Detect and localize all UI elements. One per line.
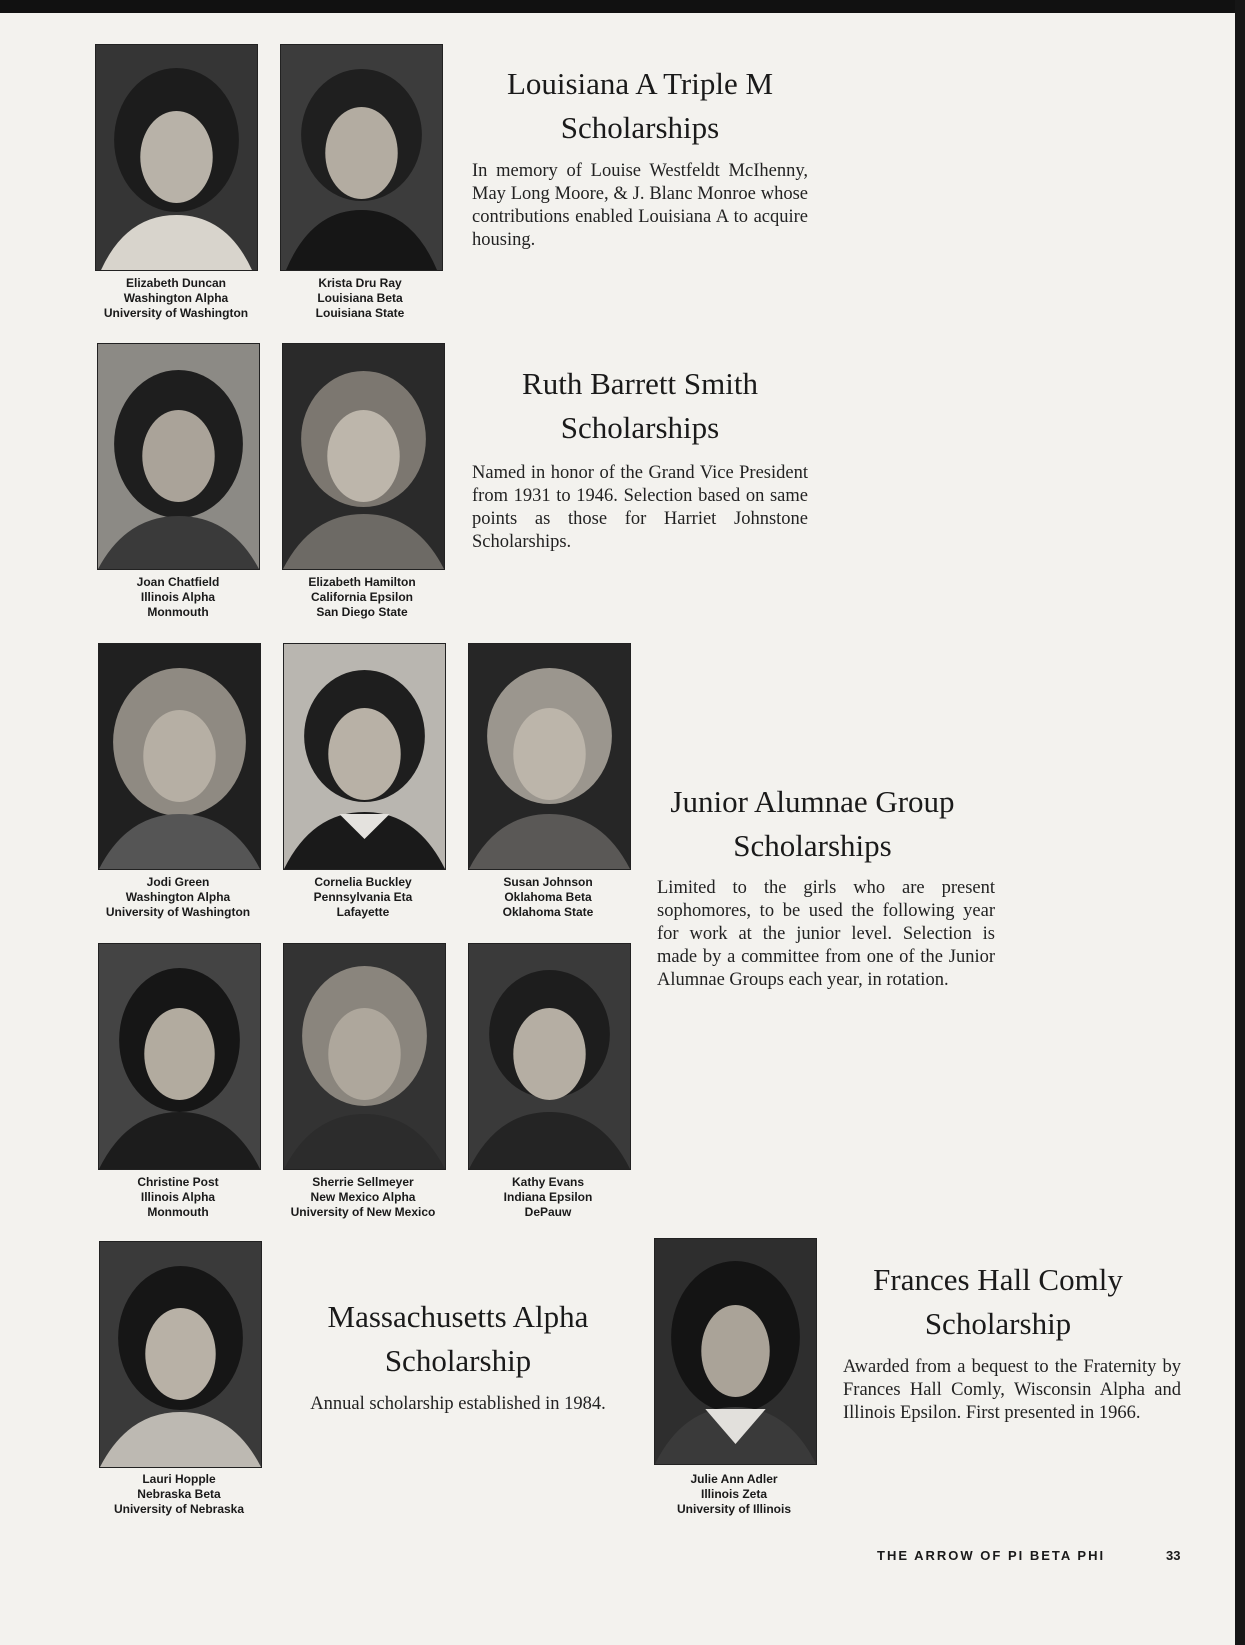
portrait-photo [95,44,258,271]
section-description: Limited to the girls who are present sophomores, to be used the following year for work at the junior level. Selection is made by a committee from one of the Junior Alumnae Groups each year, in rotation. [657,878,995,990]
heading-line: Ruth Barrett Smith [522,366,758,401]
portrait-photo [654,1238,817,1465]
recipient-name: Krista Dru Ray [318,276,402,290]
section-description: Named in honor of the Grand Vice President from 1931 to 1946. Selection based on same points as those for Harriet Johnstone Scholarships. [472,463,808,552]
publication-footer: THE ARROW OF PI BETA PHI [877,1548,1106,1563]
heading-line: Scholarships [733,828,892,863]
recipient-chapter: Oklahoma Beta [504,890,592,904]
recipient-chapter: Illinois Alpha [140,590,216,604]
recipient-caption [458,875,638,920]
recipient-caption [273,875,453,920]
recipient-name: Elizabeth Duncan [125,276,226,290]
recipient-school: University of New Mexico [290,1205,436,1219]
recipient-school: DePauw [524,1205,572,1219]
section-heading [640,780,985,868]
recipient-name: Joan Chatfield [136,575,220,589]
portrait-photo [99,1241,262,1468]
heading-line: Louisiana A Triple M [506,66,774,101]
recipient-name: Elizabeth Hamilton [308,575,416,589]
recipient-caption [273,1175,453,1220]
recipient-school: Monmouth [147,1205,209,1219]
scan-top-border [0,0,1245,13]
recipient-name: Susan Johnson [503,875,593,889]
portrait-photo [280,44,443,271]
recipient-chapter: Illinois Zeta [700,1487,767,1501]
portrait-photo [98,943,261,1170]
section-description: In memory of Louise Westfeldt McIhenny, May Long Moore, & J. Blanc Monroe whose contributions enabled Louisiana A to acquire housing. [472,161,808,250]
heading-line: Junior Alumnae Group [670,784,955,819]
recipient-caption [272,575,452,620]
recipient-school: University of Washington [105,905,251,919]
recipient-chapter: Pennsylvania Eta [313,890,413,904]
recipient-caption [458,1175,638,1220]
section-description: Annual scholarship established in 1984. [310,1394,606,1414]
recipient-chapter: Louisiana Beta [317,291,403,305]
recipient-caption [89,1472,269,1517]
recipient-name: Lauri Hopple [142,1472,216,1486]
portrait-photo [283,643,446,870]
portrait-photo [468,643,631,870]
recipient-caption [86,276,266,321]
recipient-school: Monmouth [147,605,209,619]
recipient-name: Jodi Green [146,875,210,889]
recipient-chapter: California Epsilon [310,590,413,604]
recipient-name: Christine Post [137,1175,219,1189]
heading-line: Scholarships [560,410,720,445]
recipient-caption [88,875,268,920]
heading-line: Scholarship [924,1306,1072,1341]
recipient-caption [88,1175,268,1220]
portrait-photo [468,943,631,1170]
recipient-chapter: Illinois Alpha [140,1190,216,1204]
section-heading [833,1258,1163,1346]
scan-right-border [1235,0,1245,1645]
section-heading [460,62,820,150]
recipient-chapter: Washington Alpha [123,291,229,305]
portrait-photo [97,343,260,570]
heading-line: Scholarships [560,110,720,145]
recipient-school: Louisiana State [315,306,405,320]
recipient-name: Sherrie Sellmeyer [312,1175,414,1189]
recipient-caption [88,575,268,620]
section-heading [280,1295,636,1383]
section-heading [460,362,820,450]
portrait-photo [283,943,446,1170]
heading-line: Scholarship [384,1343,532,1378]
heading-line: Massachusetts Alpha [327,1299,589,1334]
recipient-caption [644,1472,824,1517]
recipient-school: Oklahoma State [502,905,594,919]
recipient-name: Kathy Evans [511,1175,585,1189]
section-description: Awarded from a bequest to the Fraternity by Frances Hall Comly, Wisconsin Alpha and Illinois Epsilon. First presented in 1966. [843,1357,1181,1423]
heading-line: Frances Hall Comly [873,1262,1123,1297]
recipient-chapter: New Mexico Alpha [310,1190,416,1204]
portrait-photo [98,643,261,870]
recipient-name: Cornelia Buckley [314,875,412,889]
recipient-chapter: Nebraska Beta [137,1487,221,1501]
page-number: 33 [1166,1548,1181,1563]
recipient-name: Julie Ann Adler [690,1472,778,1486]
portrait-photo [282,343,445,570]
recipient-school: University of Washington [103,306,249,320]
recipient-school: University of Illinois [676,1502,792,1516]
recipient-school: San Diego State [316,605,408,619]
recipient-chapter: Indiana Epsilon [503,1190,593,1204]
recipient-caption [270,276,450,321]
recipient-chapter: Washington Alpha [125,890,231,904]
recipient-school: University of Nebraska [113,1502,245,1516]
recipient-school: Lafayette [336,905,390,919]
